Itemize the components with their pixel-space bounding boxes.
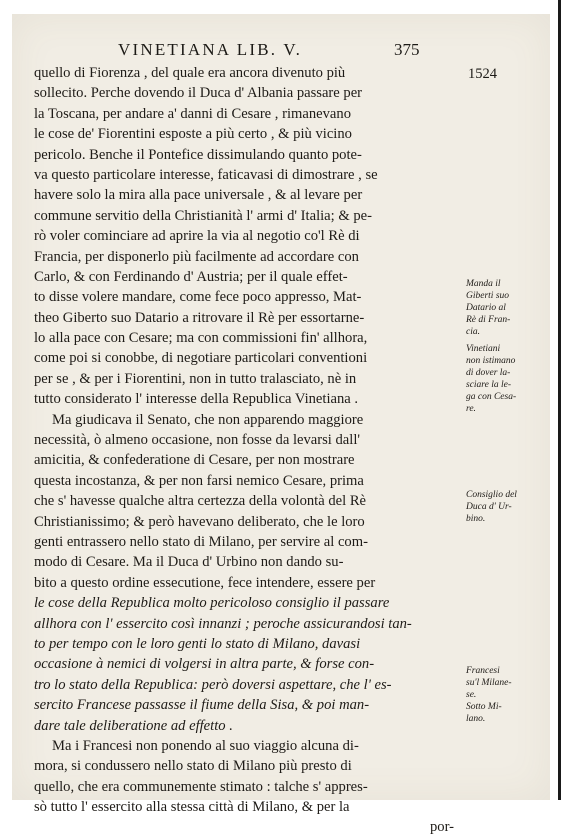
body-line: allhora con l' essercito così innanzi ; peroche assicurandosi tan- xyxy=(34,615,412,632)
marginal-note-line: lano. xyxy=(466,714,486,724)
body-line: questa incostanza, & per non farsi nemico Cesare, prima xyxy=(34,472,364,489)
marginal-note-vinetiani xyxy=(466,343,536,415)
body-line: mora, si condussero nello stato di Milano più presto di xyxy=(34,758,352,775)
marginal-note-line: Rè di Fran- xyxy=(466,315,511,325)
marginal-note-line: su'l Milane- xyxy=(466,678,512,688)
body-line: dare tale deliberatione ad effetto . xyxy=(34,717,233,734)
body-line: quello, che era communemente stimato : talche s' appres- xyxy=(34,778,368,795)
marginal-note-line: cia. xyxy=(466,327,480,337)
body-line: necessità, ò almeno occasione, non fosse da levarsi dall' xyxy=(34,432,361,449)
body-line: havere solo la mira alla pace universale , & al levare per xyxy=(34,187,363,204)
marginal-note-line: Vinetiani xyxy=(466,344,501,354)
body-line: commune servitio della Christianità l' armi d' Italia; & pe- xyxy=(34,207,372,224)
body-line: modo di Cesare. Ma il Duca d' Urbino non dando su- xyxy=(34,554,344,571)
body-line: Ma i Francesi non ponendo al suo viaggio alcuna di- xyxy=(52,737,359,754)
marginal-note-line: Datario al xyxy=(466,303,506,313)
body-line: che s' havesse qualche altra certezza della volontà del Rè xyxy=(34,493,367,510)
body-line: Francia, per disponerlo più facilmente ad accordare con xyxy=(34,248,359,265)
marginal-note-giberti xyxy=(466,278,536,338)
body-line: sercito Francese passasse il fiume della Sisa, & poi man- xyxy=(34,697,370,714)
body-text xyxy=(34,63,454,838)
marginal-note-line: re. xyxy=(466,404,476,414)
marginal-note-line: sciare la le- xyxy=(466,380,512,390)
marginal-note-line: Sotto Mi- xyxy=(466,702,502,712)
marginal-note-consiglio xyxy=(466,489,536,525)
body-line: por- xyxy=(429,819,454,836)
marginal-note-line: di dover la- xyxy=(466,368,511,378)
marginal-note-line: non istimano xyxy=(466,356,516,366)
body-line: le cose della Republica molto pericoloso consiglio il passare xyxy=(34,595,390,612)
body-line: tutto considerato l' interesse della Republica Vinetiana . xyxy=(34,391,359,408)
body-line: pericolo. Benche il Pontefice dissimulando quanto pote- xyxy=(34,146,362,163)
body-line: sò tutto l' essercito alla stessa città di Milano, & per la xyxy=(34,799,350,816)
marginal-note-line: Giberti suo xyxy=(466,291,510,301)
marginal-note-line: Manda il xyxy=(466,279,501,289)
body-line: rò voler cominciare ad aprire la via al negotio co'l Rè di xyxy=(34,228,360,245)
marginal-note-line: ga con Cesa- xyxy=(466,392,517,402)
body-line: sollecito. Perche dovendo il Duca d' Albania passare per xyxy=(34,85,363,102)
body-line: va questo particolare interesse, faticavasi di dimostrare , se xyxy=(34,166,378,183)
marginal-note-line: Duca d' Ur- xyxy=(466,502,512,512)
body-line: tro lo stato della Republica: però doversi aspettare, che l' es- xyxy=(34,676,392,693)
marginal-note-francesi xyxy=(466,665,536,701)
body-line: la Toscana, per andare a' danni di Cesare , rimanevano xyxy=(34,105,351,122)
body-line: occasione à nemici di volgersi in altra parte, & forse con- xyxy=(34,656,375,673)
body-line: come poi si conobbe, di negotiare particolari conventioni xyxy=(34,350,368,367)
body-line: Carlo, & con Ferdinando d' Austria; per il quale effet- xyxy=(34,268,348,285)
marginal-note-sotto-milano xyxy=(466,701,536,725)
page-number: 375 xyxy=(394,40,420,59)
body-line: bito a questo ordine essecutione, fece intendere, essere per xyxy=(34,574,376,591)
marginal-note-line: bino. xyxy=(466,514,486,524)
body-line: to disse volere mandare, come fece poco appresso, Mat- xyxy=(34,289,362,306)
body-line: Ma giudicava il Senato, che non apparendo maggiore xyxy=(52,411,364,428)
running-head: VINETIANA LIB. V. xyxy=(118,40,303,59)
marginal-note-line: Consiglio del xyxy=(466,490,517,500)
body-line: per se , & per i Fiorentini, non in tutto tralasciato, nè in xyxy=(34,370,357,387)
body-line: le cose de' Fiorentini esposte a più certo , & più vicino xyxy=(34,126,352,143)
marginal-note-line: se. xyxy=(466,690,477,700)
body-line: lo alla pace con Cesare; ma con commissioni fin' allhora, xyxy=(34,330,368,347)
body-line: amicitia, & confederatione di Cesare, per non mostrare xyxy=(34,452,355,469)
body-line: theo Giberto suo Datario a ritrovare il Rè per essortarne- xyxy=(34,309,365,326)
marginal-note-line: Francesi xyxy=(466,666,500,676)
body-line: quello di Fiorenza , del quale era ancora divenuto più xyxy=(34,65,346,81)
year-marginal-note: 1524 xyxy=(468,66,497,82)
body-line: Christianissimo; & però havevano deliberato, che le loro xyxy=(34,513,365,530)
body-line: to per tempo con le loro genti lo stato di Milano, davasi xyxy=(34,635,361,652)
body-line: genti entrassero nello stato di Milano, per servire al com- xyxy=(34,533,368,550)
